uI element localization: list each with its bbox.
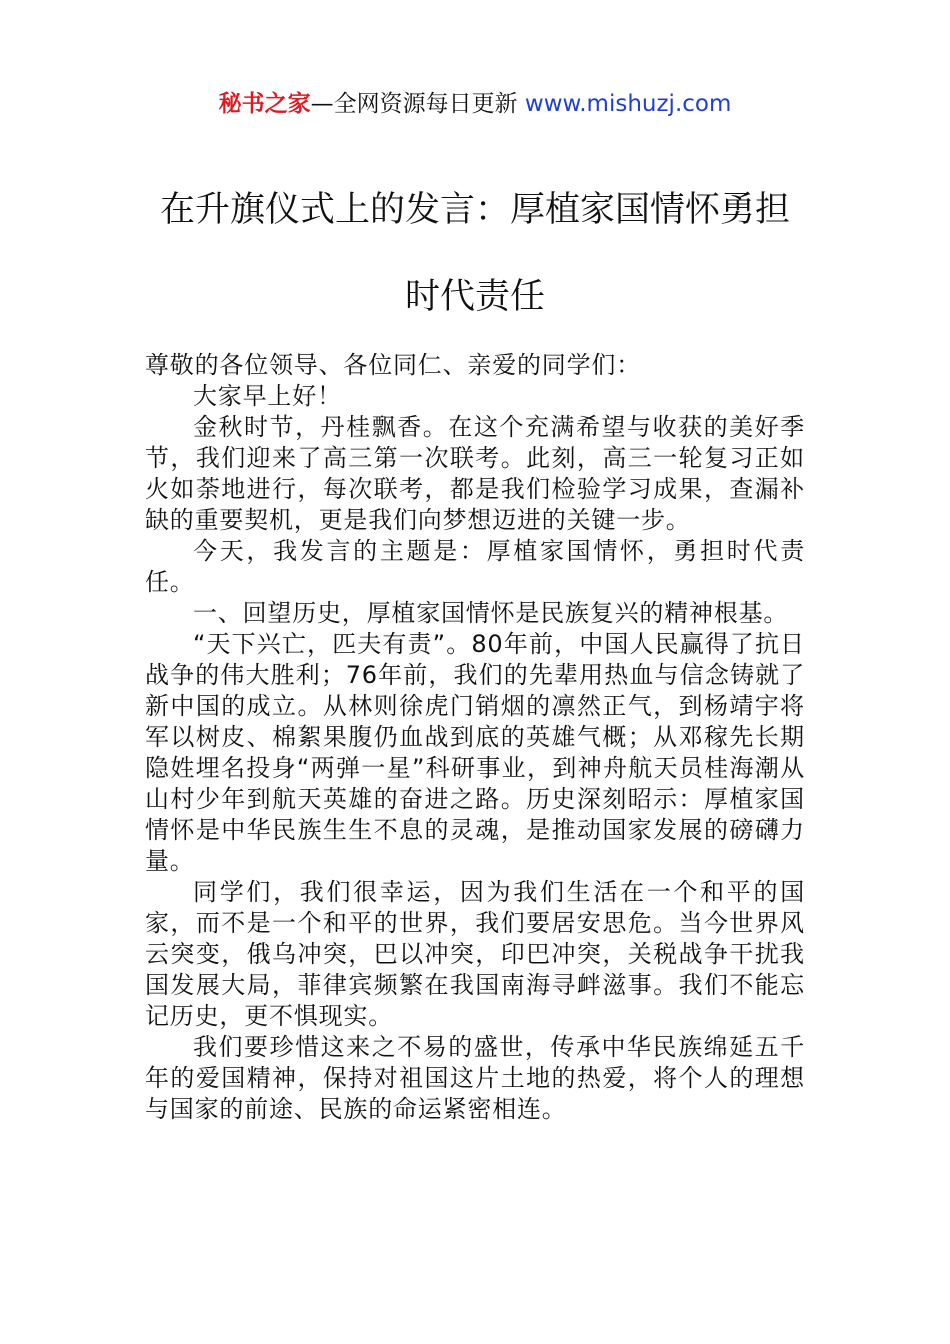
- salutation: 尊敬的各位领导、各位同仁、亲爱的同学们：: [145, 351, 641, 379]
- site-url-link[interactable]: www.mishuzj.com: [524, 91, 732, 117]
- site-tagline: —全网资源每日更新: [310, 91, 525, 117]
- paragraph-peace: 同学们，我们很幸运，因为我们生活在一个和平的国家，而不是一个和平的世界，我们要居安思危。当今世界风云突变，俄乌冲突，巴以冲突，印巴冲突，关税战争干扰我国发展大局，菲律宾频繁在我国南海寻衅滋事。我们不能忘记历史，更不惧现实。: [145, 878, 805, 1030]
- document-title: [140, 186, 810, 321]
- site-brand: 秘书之家: [218, 91, 311, 117]
- title-line-2: 时代责任: [404, 277, 545, 317]
- paragraph-theme: 今天，我发言的主题是：厚植家国情怀，勇担时代责任。: [145, 537, 805, 596]
- paragraph-cherish: 我们要珍惜这来之不易的盛世，传承中华民族绵延五千年的爱国精神，保持对祖国这片土地的热爱，将个人的理想与国家的前途、民族的命运紧密相连。: [145, 1033, 805, 1123]
- section-heading-1: 一、回望历史，厚植家国情怀是民族复兴的精神根基。: [193, 599, 789, 627]
- paragraph-greeting: 大家早上好！: [193, 382, 342, 410]
- title-line-1: 在升旗仪式上的发言：厚植家国情怀勇担: [159, 190, 790, 230]
- document-body: [145, 350, 805, 1125]
- paragraph-history: “天下兴亡，匹夫有责”。80年前，中国人民赢得了抗日战争的伟大胜利；76年前，我们的先辈用热血与信念铸就了新中国的成立。从林则徐虎门销烟的凛然正气，到杨靖宇将军以树皮、棉絮果腹仍血战到底的英雄气概；从邓稼先长期隐姓埋名投身“两弹一星”科研事业，到神舟航天员桂海潮从山村少年到航天英雄的奋进之路。历史深刻昭示：厚植家国情怀是中华民族生生不息的灵魂，是推动国家发展的磅礴力量。: [145, 630, 805, 875]
- site-header: [0, 88, 950, 120]
- paragraph-intro: 金秋时节，丹桂飘香。在这个充满希望与收获的美好季节，我们迎来了高三第一次联考。此刻，高三一轮复习正如火如荼地进行，每次联考，都是我们检验学习成果，查漏补缺的重要契机，更是我们向梦想迈进的关键一步。: [145, 413, 805, 534]
